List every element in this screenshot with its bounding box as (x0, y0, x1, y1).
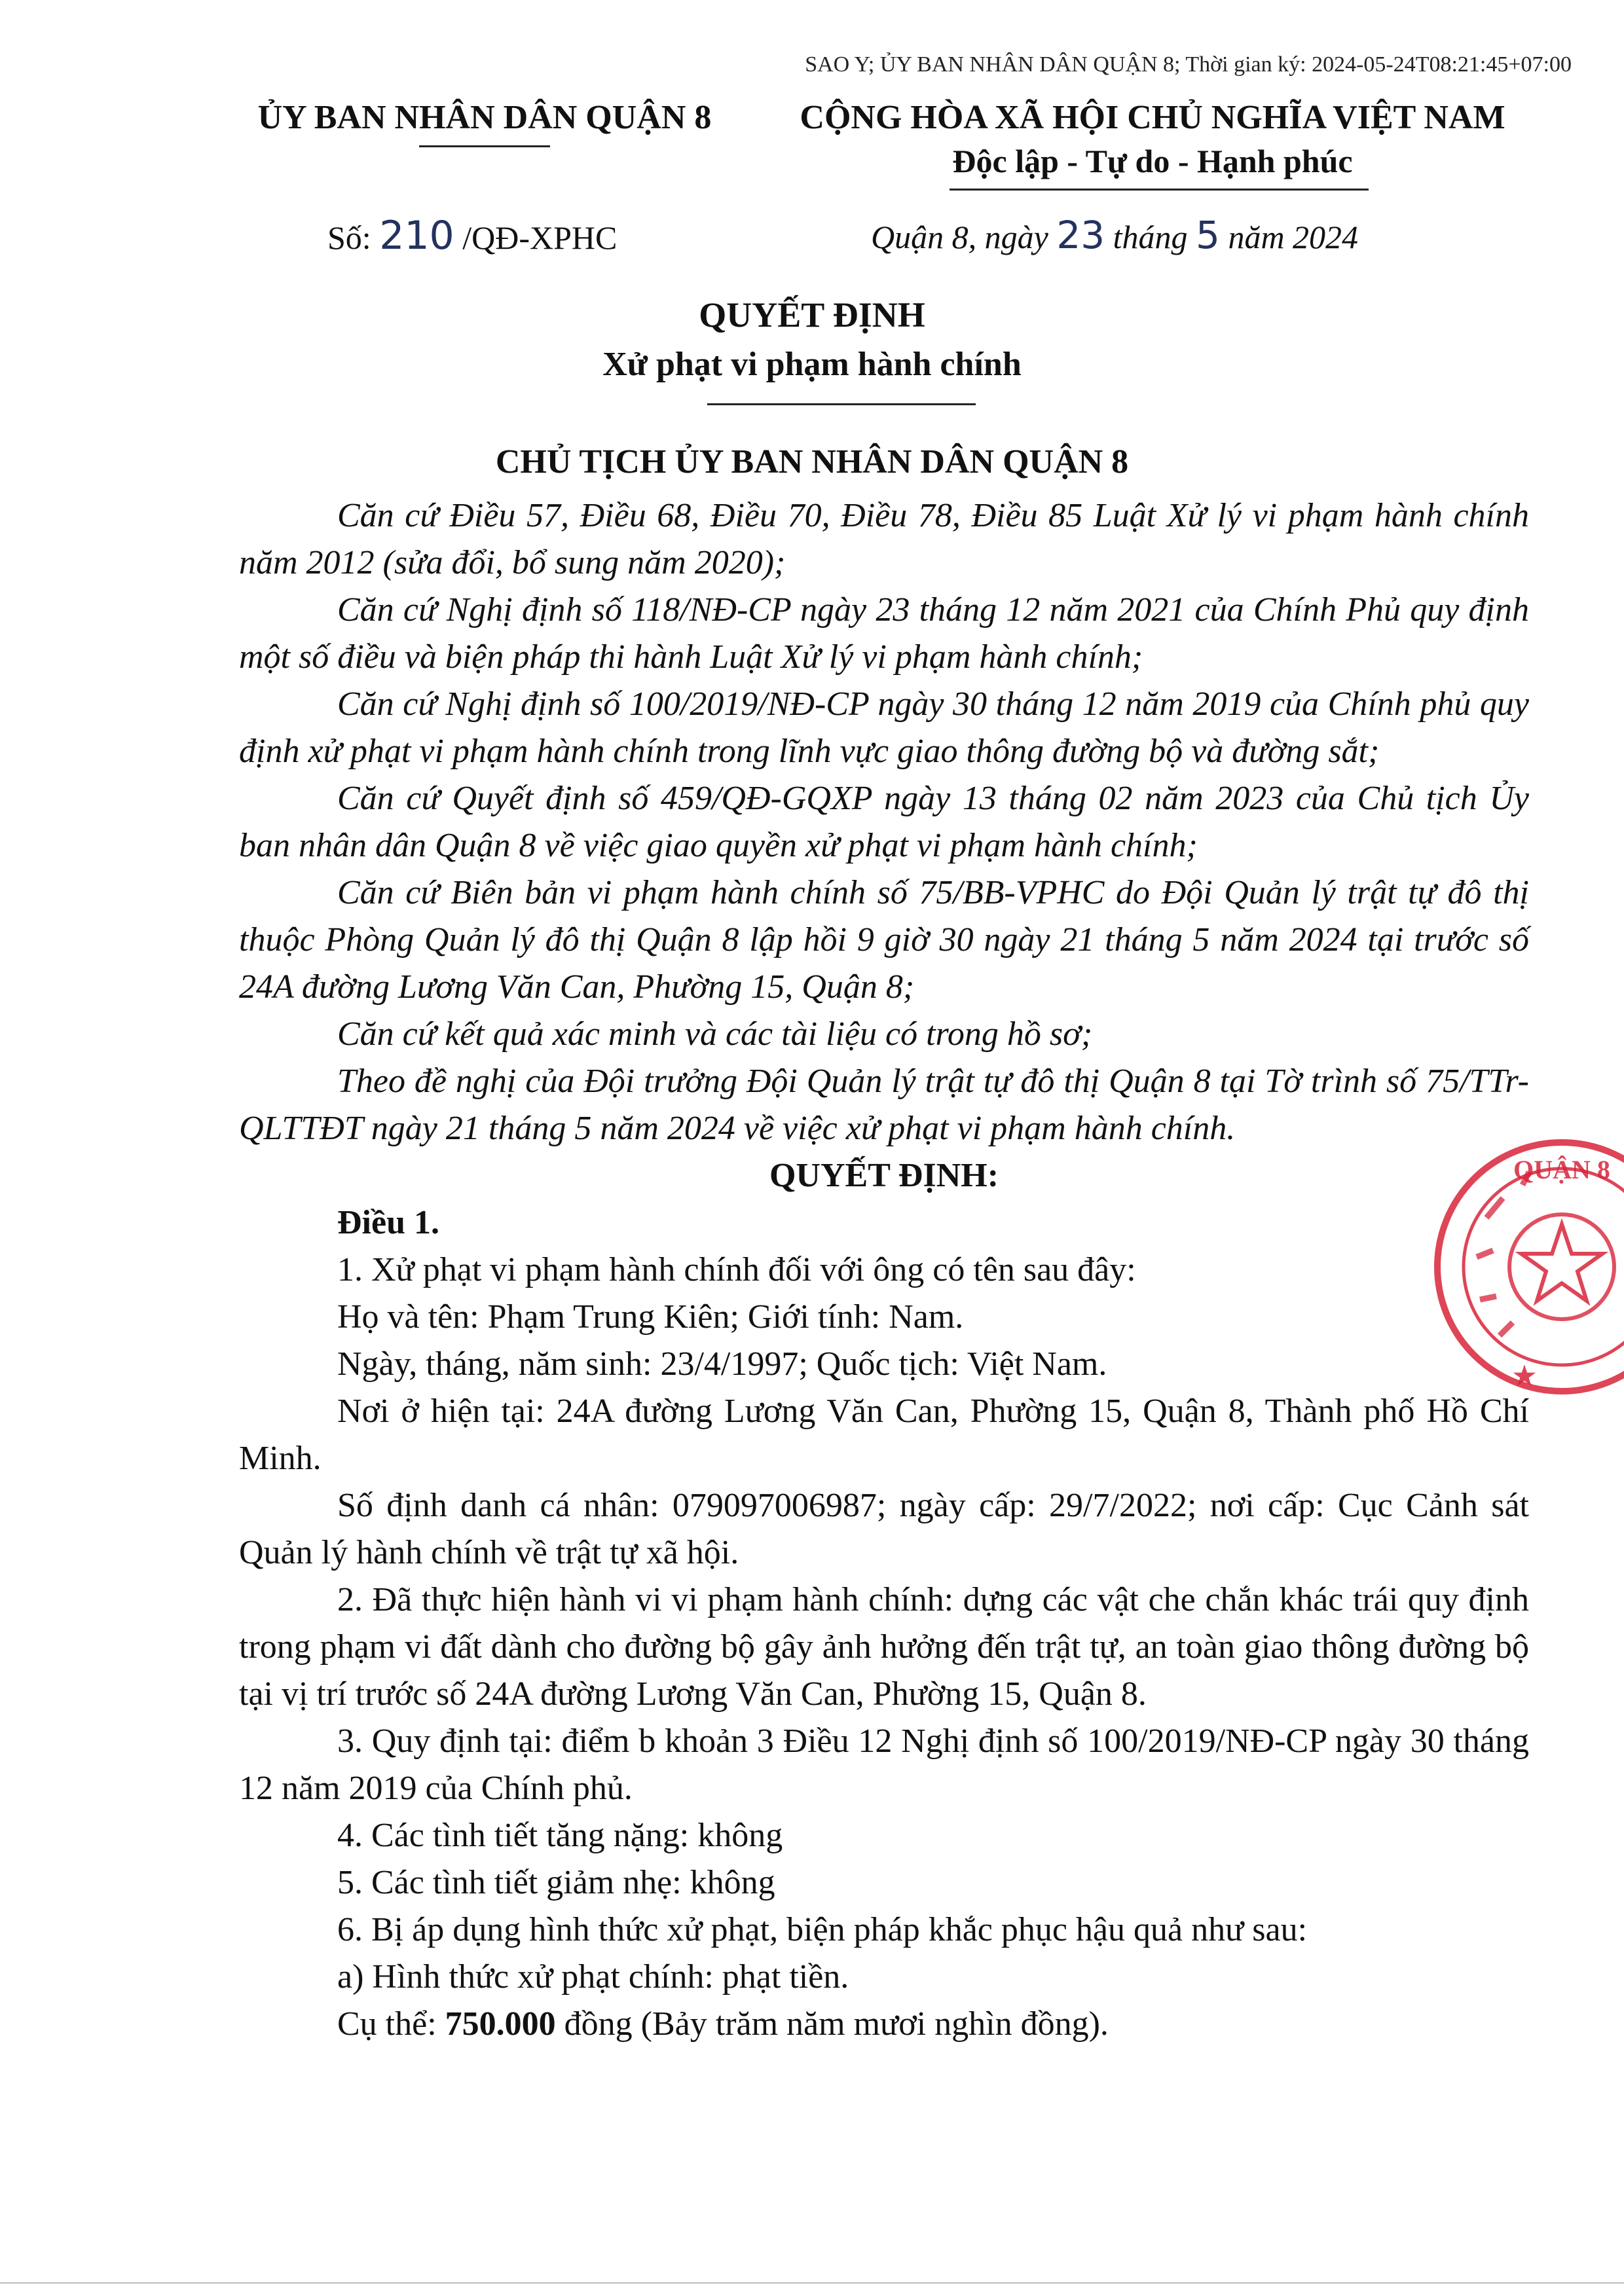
article-1-item: 6. Bị áp dụng hình thức xử phạt, biện pháp khắc phục hậu quả như sau: (337, 1911, 1308, 1948)
legal-basis-1: Căn cứ Điều 57, Điều 68, Điều 70, Điều 78, Điều 85 Luật Xử lý vi phạm hành chính năm 2012 (sửa đổi, bổ sung năm 2020); (239, 497, 1529, 581)
legal-basis-6: Căn cứ kết quả xác minh và các tài liệu có trong hồ sơ; (337, 1015, 1093, 1053)
date-year: năm 2024 (1219, 219, 1359, 255)
document-title: QUYẾT ĐỊNH (699, 295, 925, 335)
article-1-item: 2. Đã thực hiện hành vi vi phạm hành chính: dựng các vật che chắn khác trái quy định trong phạm vi đất dành cho đường bộ gây ảnh hưởng đến trật tự, an toàn giao thông đường bộ tại vị trí trước số 24A đường Lương Văn Can, Phường 15, Quận 8. (239, 1581, 1529, 1713)
handwritten-number: 210 (379, 213, 454, 259)
article-1-item: Nơi ở hiện tại: 24A đường Lương Văn Can, Phường 15, Quận 8, Thành phố Hồ Chí Minh. (239, 1393, 1529, 1477)
article-1-item: 3. Quy định tại: điểm b khoản 3 Điều 12 Nghị định số 100/2019/NĐ-CP ngày 30 tháng 12 năm 2019 của Chính phủ. (239, 1722, 1529, 1807)
legal-basis-3: Căn cứ Nghị định số 100/2019/NĐ-CP ngày 30 tháng 12 năm 2019 của Chính phủ quy định xử phạt vi phạm hành chính trong lĩnh vực giao thông đường bộ và đường sắt; (239, 685, 1529, 770)
article-1-item: a) Hình thức xử phạt chính: phạt tiền. (337, 1958, 849, 1995)
handwritten-month: 5 (1196, 213, 1220, 257)
date-place: Quận 8, ngày (871, 219, 1057, 255)
article-1-item: Số định danh cá nhân: 079097006987; ngày cấp: 29/7/2022; nơi cấp: Cục Cảnh sát Quản lý hành chính về trật tự xã hội. (239, 1487, 1529, 1571)
article-1-item: 5. Các tình tiết giảm nhẹ: không (337, 1864, 775, 1901)
fine-amount-line (239, 2001, 1529, 2048)
legal-basis-5: Căn cứ Biên bản vi phạm hành chính số 75/BB-VPHC do Đội Quản lý trật tự đô thị thuộc Phòng Quản lý đô thị Quận 8 lập hồi 9 giờ 30 ngày 21 tháng 5 năm 2024 tại trước số 24A đường Lương Văn Can, Phường 15, Quận 8; (239, 874, 1529, 1006)
document-body (239, 492, 1529, 2048)
fine-suffix: đồng (Bảy trăm năm mươi nghìn đồng). (555, 2005, 1109, 2043)
motto-underline (950, 189, 1369, 191)
article-1-heading: Điều 1. (337, 1204, 439, 1241)
article-1-item: 1. Xử phạt vi phạm hành chính đối với ông có tên sau đây: (337, 1251, 1136, 1288)
number-prefix: Số: (327, 219, 380, 256)
article-1-item: 4. Các tình tiết tăng nặng: không (337, 1817, 783, 1854)
title-underline (707, 403, 976, 405)
legal-basis-7: Theo đề nghị của Đội trưởng Đội Quản lý trật tự đô thị Quận 8 tại Tờ trình số 75/TTr-QLTTĐT ngày 21 tháng 5 năm 2024 về việc xử phạt vi phạm hành chính. (239, 1063, 1529, 1147)
article-1-item: Ngày, tháng, năm sinh: 23/4/1997; Quốc tịch: Việt Nam. (337, 1345, 1107, 1383)
number-suffix: /QĐ-XPHC (454, 219, 618, 256)
fine-prefix: Cụ thể: (337, 2005, 445, 2043)
legal-basis-4: Căn cứ Quyết định số 459/QĐ-GQXP ngày 13 tháng 02 năm 2023 của Chủ tịch Ủy ban nhân dân Quận 8 về việc giao quyền xử phạt vi phạm hành chính; (239, 780, 1529, 864)
svg-text:QUẬN 8: QUẬN 8 (1513, 1155, 1610, 1184)
official-seal-stamp (1414, 1126, 1624, 1408)
handwritten-day: 23 (1056, 213, 1105, 257)
document-date (871, 213, 1358, 257)
decision-heading: QUYẾT ĐỊNH: (769, 1157, 999, 1194)
date-month-label: tháng (1105, 219, 1196, 255)
seal-icon (1437, 1142, 1624, 1391)
digital-signature-line: SAO Y; ỦY BAN NHÂN DÂN QUẬN 8; Thời gian ký: 2024-05-24T08:21:45+07:00 (805, 52, 1572, 77)
fine-amount: 750.000 (445, 2005, 556, 2043)
deciding-authority: CHỦ TỊCH ỦY BAN NHÂN DÂN QUẬN 8 (495, 443, 1129, 481)
national-title: CỘNG HÒA XÃ HỘI CHỦ NGHĨA VIỆT NAM (800, 99, 1505, 136)
issuer-underline (419, 145, 550, 147)
legal-basis-2: Căn cứ Nghị định số 118/NĐ-CP ngày 23 tháng 12 năm 2021 của Chính Phủ quy định một số điều và biện pháp thi hành Luật Xử lý vi phạm hành chính; (239, 591, 1529, 676)
svg-text:★: ★ (1513, 1361, 1536, 1391)
document-subtitle: Xử phạt vi phạm hành chính (602, 346, 1022, 383)
page-bottom-border (0, 2282, 1624, 2284)
document-number (327, 213, 617, 259)
national-motto: Độc lập - Tự do - Hạnh phúc (952, 143, 1353, 179)
article-1-item: Họ và tên: Phạm Trung Kiên; Giới tính: Nam. (337, 1298, 964, 1336)
issuing-authority: ỦY BAN NHÂN DÂN QUẬN 8 (257, 99, 712, 136)
